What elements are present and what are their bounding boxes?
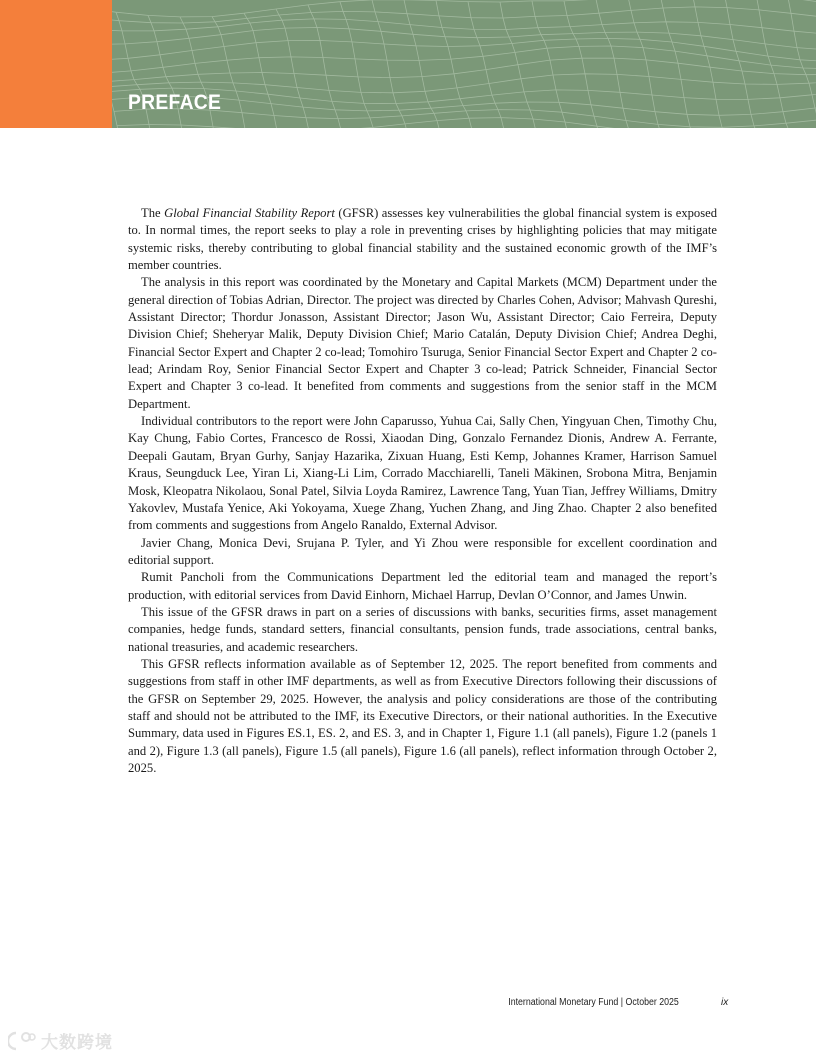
accent-block (0, 0, 112, 128)
preface-body (128, 205, 717, 777)
report-title-emphasis: Global Financial Stability Report (164, 206, 335, 220)
paragraph-6: This issue of the GFSR draws in part on a series of discussions with banks, securities firms, asset management companies, hedge funds, standard setters, financial consultants, pension funds, trade associations, central banks, national treasuries, and academic researchers. (128, 604, 717, 654)
paragraph-7: This GFSR reflects information available as of September 12, 2025. The report benefited from comments and suggestions from staff in other IMF departments, as well as from Executive Directors following their discussions of the GFSR on September 29, 2025. However, the analysis and policy considerations are those of the contributing staff and should not be attributed to the IMF, its Executive Directors, or their national authorities. In the Executive Summary, data used in Figures ES.1, ES. 2, and ES. 3, and in Chapter 1, Figure 1.1 (all panels), Figure 1.2 (panels 1 and 2), Figure 1.3 (all panels), Figure 1.5 (all panels), Figure 1.6 (all panels), reflect information through October 2, 2025. (128, 656, 717, 775)
ic-logo-icon (8, 1029, 38, 1051)
page-header (0, 0, 816, 128)
footer-publisher: International Monetary Fund | October 2025 (508, 997, 679, 1008)
watermark (8, 1028, 113, 1052)
paragraph-1-lead: The (141, 206, 165, 220)
paragraph-2: The analysis in this report was coordinated by the Monetary and Capital Markets (MCM) Department under the general direction of Tobias Adrian, Director. The project was directed by Charles Cohen, Advisor; Mahvash Qureshi, Assistant Director; Thordur Jonasson, Assistant Director; Jason Wu, Assistant Director; Caio Ferreira, Deputy Division Chief; Sheheryar Malik, Deputy Division Chief; Mario Catalán, Deputy Division Chief; Andrea Deghi, Financial Sector Expert and Chapter 2 co-lead; Tomohiro Tsuruga, Senior Financial Sector Expert and Chapter 2 co-lead; Arindam Roy, Senior Financial Sector Expert and Chapter 3 co-lead; Patrick Schneider, Financial Sector Expert and Chapter 3 co-lead. It benefited from comments and suggestions from the senior staff in the MCM Department. (128, 275, 717, 411)
page-number: ix (721, 997, 729, 1008)
paragraph-1-rest: (GFSR) assesses key vulnerabilities the global financial system is exposed to. In normal times, the report seeks to play a role in preventing crises by highlighting policies that may mitigate systemic risks, thereby contributing to global financial stability and the sustained economic growth of the IMF’s member countries. (128, 206, 718, 273)
watermark-text: 大数跨境 (41, 1032, 113, 1053)
paragraph-4: Javier Chang, Monica Devi, Srujana P. Tyler, and Yi Zhou were responsible for excellent coordination and editorial support. (128, 535, 717, 567)
page-title: PREFACE (128, 91, 222, 114)
paragraph-1 (128, 205, 717, 274)
paragraph-5: Rumit Pancholi from the Communications Department led the editorial team and managed the report’s production, with editorial services from David Einhorn, Michael Harrup, Devlan O’Connor, and James Unwin. (128, 570, 717, 602)
paragraph-3: Individual contributors to the report were John Caparusso, Yuhua Cai, Sally Chen, Yingyuan Chen, Timothy Chu, Kay Chung, Fabio Cortes, Francesco de Rossi, Xiaodan Ding, Gonzalo Fernandez Dionis, Andrew A. Ferrante, Deepali Gautam, Bryan Gurhy, Sanjay Hazarika, Zixuan Huang, Esti Kemp, Johannes Kramer, Harrison Samuel Kraus, Seungduck Lee, Yiran Li, Xiang-Li Lim, Corrado Macchiarelli, Taneli Mäkinen, Srobona Mitra, Benjamin Mosk, Kleopatra Nikolaou, Sonal Patel, Silvia Loyda Ramirez, Lawrence Tang, Yuan Tian, Jeffrey Williams, Dmitry Yakovlev, Mustafa Yenice, Aki Yokoyama, Xuege Zhang, Yuchen Zhang, and Jing Zhao. Chapter 2 also benefited from comments and suggestions from Angelo Ranaldo, External Advisor. (128, 414, 717, 533)
